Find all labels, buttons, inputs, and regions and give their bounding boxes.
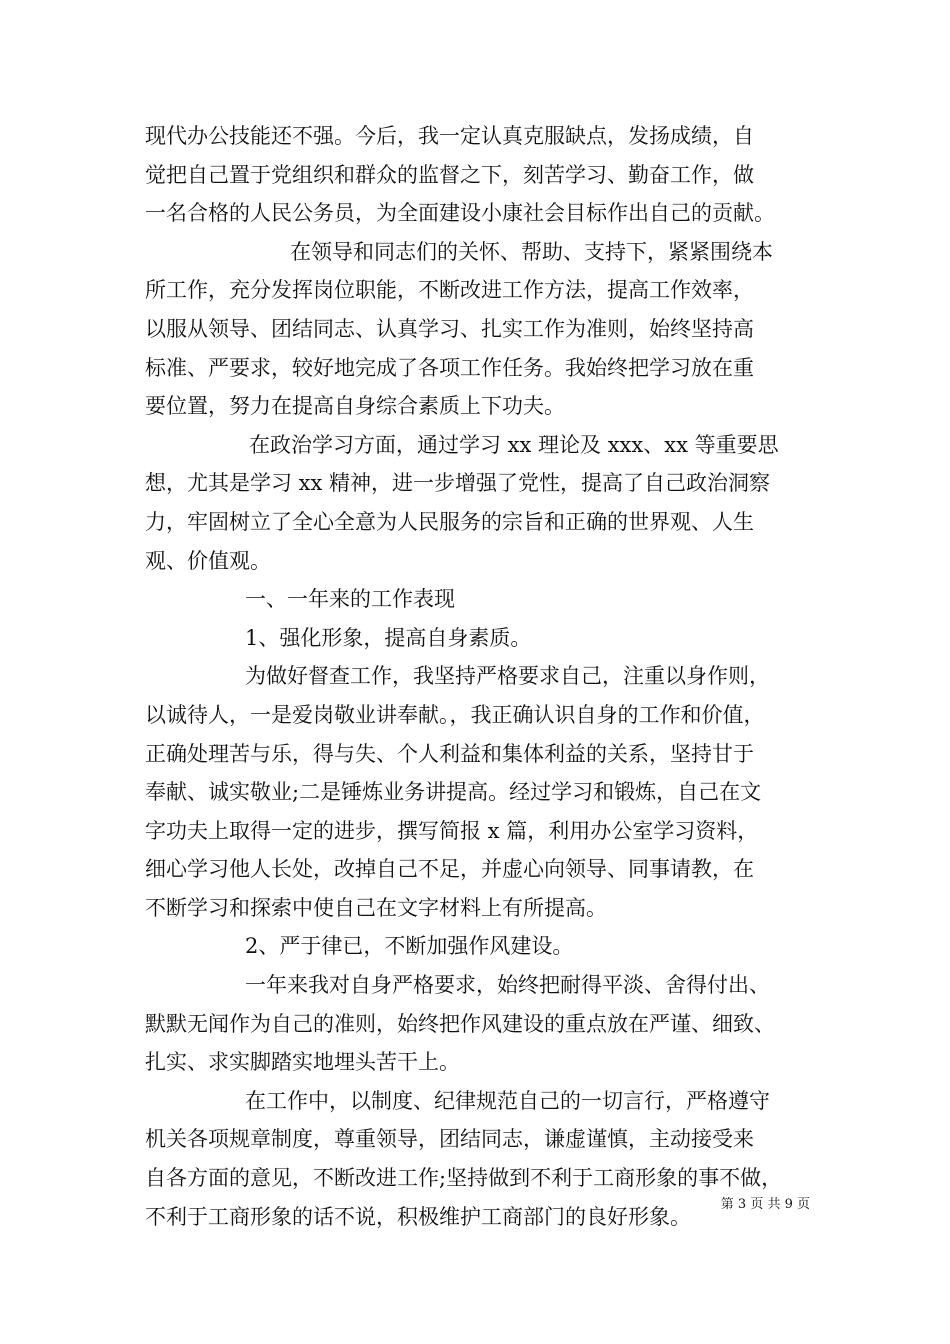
text-line: 扎实、求实脚踏实地埋头苦干上。 bbox=[145, 1050, 460, 1075]
text-line: 正确处理苦与乐，得与失、个人利益和集体利益的关系，坚持甘于 bbox=[145, 741, 754, 766]
text-line: 标准、严要求，较好地完成了各项工作任务。我始终把学习放在重 bbox=[145, 355, 754, 380]
text-line: 一年来我对自身严格要求，始终把耐得平淡、舍得付出、 bbox=[245, 973, 770, 998]
text-line: 默默无闻作为自己的准则，始终把作风建设的重点放在严谨、细致、 bbox=[145, 1011, 775, 1036]
text-line: 字功夫上取得一定的进步，撰写简报 x 篇，利用办公室学习资料， bbox=[145, 818, 759, 843]
text-line: 在工作中，以制度、纪律规范自己的一切言行，严格遵守 bbox=[245, 1088, 770, 1113]
text-line: 以服从领导、团结同志、认真学习、扎实工作为准则，始终坚持高 bbox=[145, 316, 754, 341]
text-line: 觉把自己置于党组织和群众的监督之下，刻苦学习、勤奋工作，做 bbox=[145, 162, 754, 187]
text-line: 力，牢固树立了全心全意为人民服务的宗旨和正确的世界观、人生 bbox=[145, 509, 754, 534]
text-line: 想，尤其是学习 xx 精神，进一步增强了党性，提高了自己政治洞察 bbox=[145, 471, 771, 496]
text-line: 机关各项规章制度，尊重领导，团结同志，谦虚谨慎，主动接受来 bbox=[145, 1127, 754, 1152]
text-line: 所工作，充分发挥岗位职能，不断改进工作方法，提高工作效率， bbox=[145, 278, 754, 303]
text-line: 细心学习他人长处，改掉自己不足，并虚心向领导、同事请教，在 bbox=[145, 857, 754, 882]
text-line: 一名合格的人民公务员，为全面建设小康社会目标作出自己的贡献。 bbox=[145, 201, 775, 226]
text-line: 2、严于律已，不断加强作风建设。 bbox=[245, 934, 574, 959]
text-line: 在领导和同志们的关怀、帮助、支持下，紧紧围绕本 bbox=[290, 239, 773, 264]
text-line: 现代办公技能还不强。今后，我一定认真克服缺点，发扬成绩，自 bbox=[145, 124, 754, 148]
text-line: 在政治学习方面，通过学习 xx 理论及 xxx、xx 等重要思 bbox=[249, 432, 779, 457]
text-line: 1、强化形象，提高自身素质。 bbox=[245, 625, 532, 650]
document-body bbox=[145, 117, 810, 1236]
page-number: 第 3 页 共 9 页 bbox=[720, 1197, 810, 1212]
text-line: 观、价值观。 bbox=[145, 548, 271, 573]
text-line: 自各方面的意见，不断改进工作;坚持做到不利于工商形象的事不做， bbox=[145, 1166, 783, 1191]
text-line: 一、一年来的工作表现 bbox=[245, 587, 455, 612]
text-line: 为做好督查工作，我坚持严格要求自己，注重以身作则， bbox=[245, 664, 770, 689]
text-line: 不利于工商形象的话不说，积极维护工商部门的良好形象。 bbox=[145, 1204, 691, 1229]
text-line: 奉献、诚实敬业;二是锤炼业务讲提高。经过学习和锻炼，自己在文 bbox=[145, 780, 762, 805]
text-line: 以诚待人，一是爱岗敬业讲奉献。，我正确认识自身的工作和价值， bbox=[145, 702, 765, 727]
text-line: 不断学习和探索中使自己在文字材料上有所提高。 bbox=[145, 895, 607, 920]
text-line: 要位置，努力在提高自身综合素质上下功夫。 bbox=[145, 394, 565, 419]
